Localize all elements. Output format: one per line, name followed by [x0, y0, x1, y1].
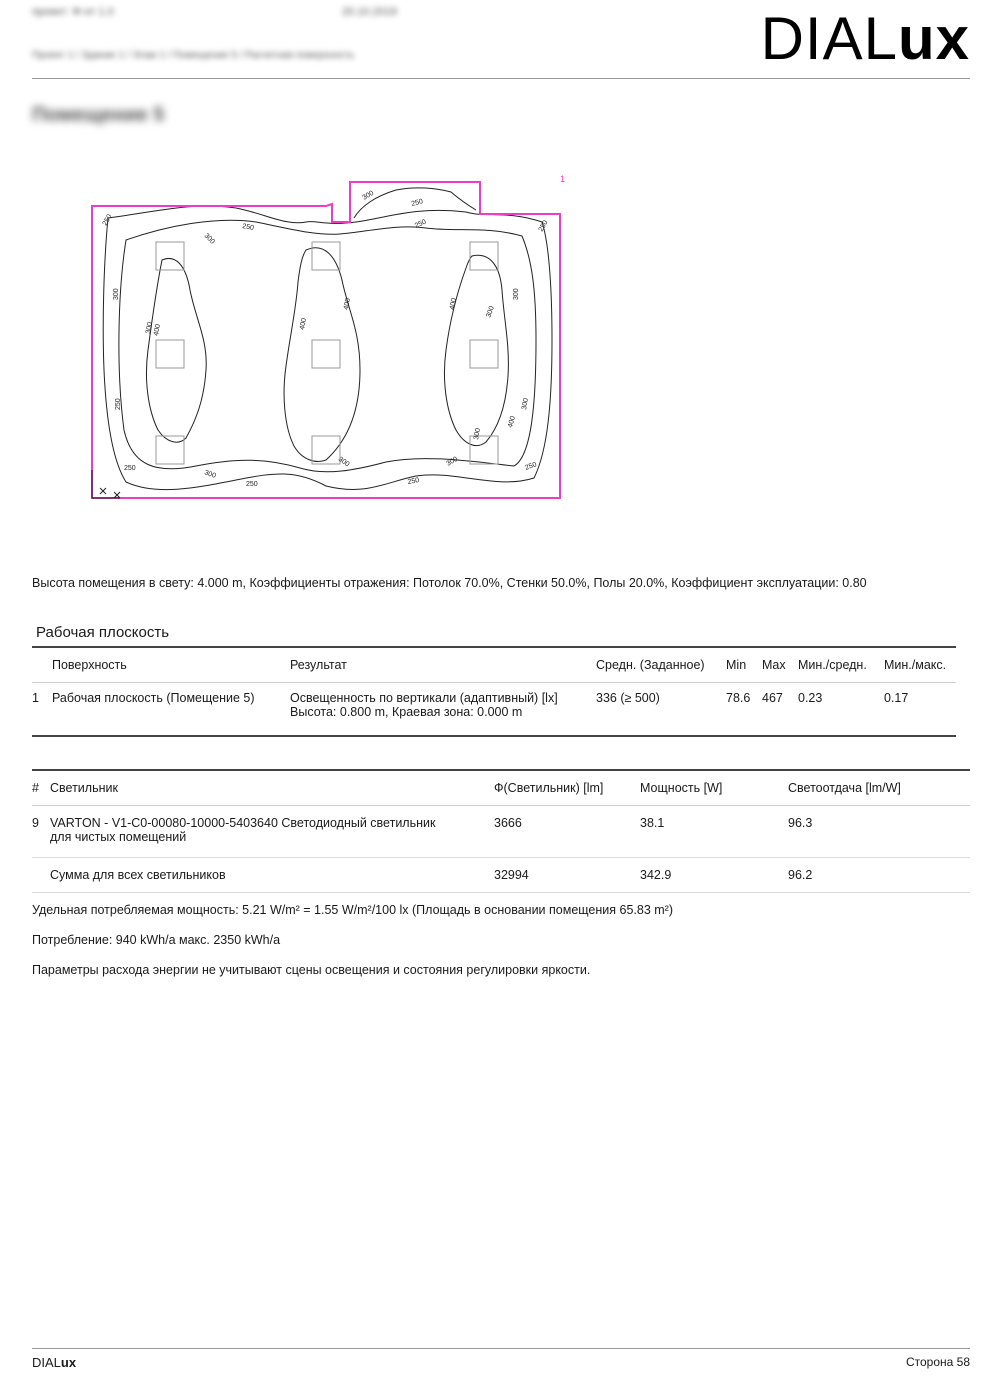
- luminaire-symbol: [470, 340, 498, 368]
- contour-label: 300: [202, 232, 216, 246]
- min-avg-value: 0.23: [798, 691, 823, 705]
- contour-label: 300: [473, 427, 482, 441]
- contour-label: 400: [153, 323, 162, 337]
- column-header: Светильник: [50, 770, 494, 806]
- luminaire-name-line: VARTON - V1-C0-00080-10000-5403640 Светодиодный светильник: [50, 816, 436, 830]
- energy-disclaimer: Параметры расхода энергии не учитывают сцены освещения и состояния регулировки яркости.: [32, 963, 591, 977]
- footer-logo-bold: ux: [60, 1355, 77, 1370]
- isolux-floor-plan: [86, 170, 586, 510]
- contour-label: 300: [361, 189, 376, 202]
- footer-divider: [32, 1348, 970, 1349]
- footer-logo: [32, 1355, 76, 1370]
- workplane-table: [32, 646, 956, 737]
- min-value: 78.6: [726, 691, 751, 705]
- luminaire-symbol: [156, 436, 184, 464]
- column-header: Светоотдача [lm/W]: [788, 770, 970, 806]
- column-header: Min: [726, 647, 762, 683]
- isolux-contours: [103, 188, 552, 490]
- header-date: 20.10.2019: [342, 6, 398, 18]
- luminaire-name: [50, 806, 494, 858]
- header-divider: [32, 78, 970, 79]
- sum-row: [32, 858, 970, 893]
- contour-label: 250: [246, 481, 258, 488]
- contour-label: 400: [449, 297, 458, 311]
- contour-label: 300: [513, 288, 520, 300]
- breadcrumb: Проект 1 / Здание 1 / Этаж 1 / Помещение 5 / Расчетная поверхность: [32, 50, 355, 61]
- column-header: Мощность [W]: [640, 770, 788, 806]
- luminaire-efficacy: 96.3: [788, 806, 970, 858]
- workplane-title: Рабочая плоскость: [36, 624, 170, 641]
- contour-right-inner: [444, 255, 508, 445]
- contour-label: 300: [145, 321, 154, 335]
- table-header-row: [32, 770, 970, 806]
- luminaire-symbol: [156, 340, 184, 368]
- luminaire-table: [32, 769, 970, 893]
- luminaire-symbol: [312, 242, 340, 270]
- result-line: Высота: 0.800 m, Краевая зона: 0.000 m: [290, 705, 523, 719]
- room-marker: 1: [560, 174, 566, 184]
- luminaire-name-line: для чистых помещений: [50, 830, 187, 844]
- luminaire-symbol: [156, 242, 184, 270]
- table-header-row: [32, 647, 956, 683]
- contour-label: 300: [336, 455, 351, 469]
- column-header: [32, 647, 52, 683]
- contour-label: 300: [485, 305, 496, 319]
- column-header: Поверхность: [52, 647, 290, 683]
- footer-logo-plain: DIAL: [32, 1355, 61, 1370]
- luminaire-symbol: [312, 340, 340, 368]
- contour-label: 250: [124, 465, 136, 472]
- contour-label: 250: [410, 198, 424, 208]
- column-header: Мин./средн.: [798, 647, 884, 683]
- room-info: Высота помещения в свету: 4.000 m, Коэффициенты отражения: Потолок 70.0%, Стенки 50.0%, Полы 20.0%, Коэффициент эксплуатации: 0.80: [32, 576, 867, 590]
- column-header: Мин./макс.: [884, 647, 956, 683]
- consumption-note: Потребление: 940 kWh/a макс. 2350 kWh/a: [32, 933, 281, 947]
- contour-label: 250: [524, 461, 538, 472]
- min-max-value: 0.17: [884, 691, 909, 705]
- contour-label: 250: [413, 218, 428, 230]
- sum-efficacy: 96.2: [788, 858, 970, 893]
- page-title: Помещение 5: [32, 104, 165, 126]
- luminaire-flux: 3666: [494, 806, 640, 858]
- logo-plain-text: DIAL: [760, 5, 898, 72]
- luminaire-power: 38.1: [640, 806, 788, 858]
- logo-bold-text: ux: [897, 5, 970, 72]
- column-header: Средн. (Заданное): [596, 647, 726, 683]
- avg-value: 336 (≥ 500): [596, 691, 660, 705]
- table-row: [32, 683, 956, 737]
- header-project-text: проект: Ф-от 1.0: [32, 6, 114, 18]
- contour-label: 250: [537, 219, 550, 233]
- contour-label: 400: [507, 415, 517, 429]
- dialux-logo: [761, 0, 970, 78]
- result-line: Освещенность по вертикали (адаптивный) [lx]: [290, 691, 558, 705]
- table-row: [32, 806, 970, 858]
- luminaire-count: 9: [32, 806, 50, 858]
- column-header: Результат: [290, 647, 596, 683]
- sum-power: 342.9: [640, 858, 788, 893]
- contour-label: 400: [343, 297, 352, 311]
- contour-label: 400: [299, 317, 308, 331]
- contour-label: 250: [241, 223, 255, 232]
- column-header: #: [32, 770, 50, 806]
- contour-label: 300: [113, 288, 120, 300]
- column-header: Max: [762, 647, 798, 683]
- contour-label: 250: [101, 213, 114, 227]
- contour-label: 300: [521, 397, 530, 411]
- contour-label: 300: [445, 455, 460, 468]
- row-index: 1: [32, 691, 39, 705]
- surface-name: Рабочая плоскость (Помещение 5): [52, 691, 255, 705]
- result-cell: [290, 683, 596, 737]
- sum-flux: 32994: [494, 858, 640, 893]
- sum-label: Сумма для всех светильников: [50, 858, 494, 893]
- contour-outer: [103, 206, 552, 490]
- origin-axes-icon: [92, 470, 120, 498]
- specific-power-note: Удельная потребляемая мощность: 5.21 W/m² = 1.55 W/m²/100 lx (Площадь в основании помещения 65.83 m²): [32, 903, 673, 917]
- max-value: 467: [762, 691, 783, 705]
- contour-label: 250: [115, 398, 122, 410]
- luminaire-grid: [156, 242, 498, 464]
- column-header: Ф(Светильник) [lm]: [494, 770, 640, 806]
- page-number: Сторона 58: [905, 1355, 970, 1369]
- contour-center-inner: [284, 248, 360, 462]
- contour-label: 250: [407, 477, 420, 486]
- contour-label: 300: [203, 469, 217, 480]
- contour-left-inner: [146, 258, 206, 442]
